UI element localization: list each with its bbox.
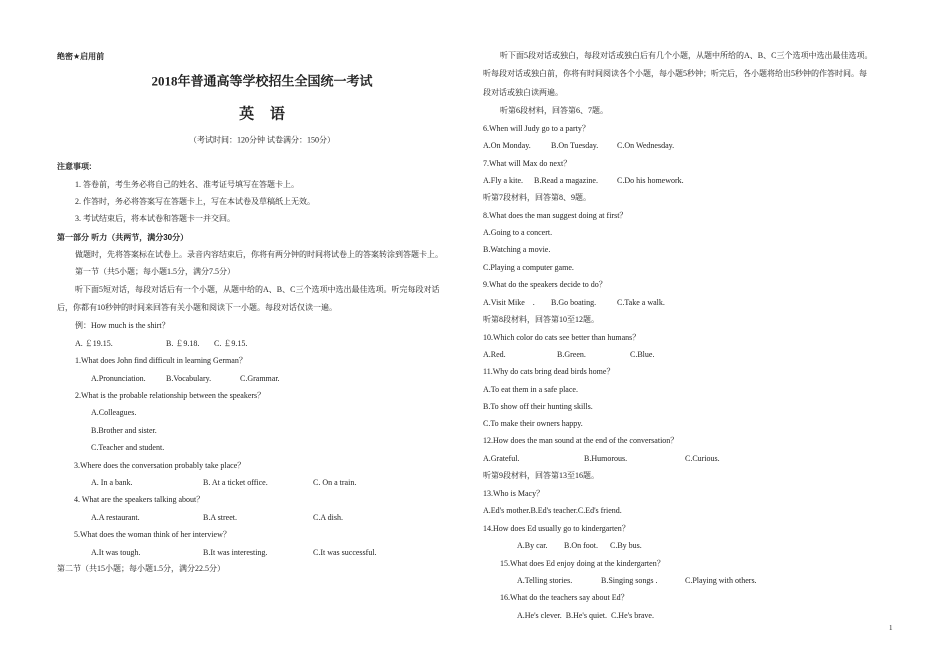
example-option: A. ￡19.15. bbox=[75, 339, 113, 348]
material-note: 听第6段材料，回答第6、7题。 bbox=[500, 106, 608, 115]
exam-info: （考试时间：120分钟 试卷满分：150分） bbox=[189, 135, 335, 145]
option: C.Playing with others. bbox=[685, 576, 757, 585]
part1-heading: 第一部分 听力（共两节，满分30分） bbox=[57, 233, 189, 242]
option: A.It was tough. bbox=[91, 548, 141, 557]
option: C.Playing a computer game. bbox=[483, 263, 574, 272]
example-question: 例：How much is the shirt？ bbox=[75, 321, 170, 330]
question: 11.Why do cats bring dead birds home？ bbox=[483, 367, 615, 376]
question: 9.What do the speakers decide to do？ bbox=[483, 280, 607, 289]
question: 13.Who is Macy？ bbox=[483, 489, 545, 498]
option: A.A restaurant. bbox=[91, 513, 140, 522]
option: B.Read a magazine. bbox=[534, 176, 598, 185]
question: 10.Which color do cats see better than humans？ bbox=[483, 333, 641, 342]
option: B.Humorous. bbox=[584, 454, 628, 463]
material-note: 听第7段材料，回答第8、9题。 bbox=[483, 193, 591, 202]
option: A.Red. bbox=[483, 350, 506, 359]
option: C.Take a walk. bbox=[617, 298, 665, 307]
option: C.It was successful. bbox=[313, 548, 377, 557]
question: 3.Where does the conversation probably take place？ bbox=[74, 461, 246, 470]
option: B. At a ticket office. bbox=[203, 478, 268, 487]
material-note: 听第8段材料，回答第10至12题。 bbox=[483, 315, 599, 324]
question: 15.What does Ed enjoy doing at the kindergarten？ bbox=[500, 559, 665, 568]
option: A.Fly a kite. bbox=[483, 176, 523, 185]
exam-title: 2018年普通高等学校招生全国统一考试 bbox=[151, 73, 373, 89]
option: A.Going to a concert. bbox=[483, 228, 553, 237]
part1-instruction: 做题时，先将答案标在试卷上。录音内容结束后，你将有两分钟的时间将试卷上的答案转涂到答题卡上。 bbox=[75, 250, 443, 259]
option: A.On Monday. bbox=[483, 141, 531, 150]
note-item: 1. 答卷前，考生务必将自己的姓名、准考证号填写在答题卡上。 bbox=[75, 180, 299, 189]
option: A.Pronunciation. bbox=[91, 374, 146, 383]
section2-instruction: 听下面5段对话或独白，每段对话或独白后有几个小题，从题中所给的A、B、C三个选项中选出最佳选项。 bbox=[500, 51, 873, 60]
option: A.By car. bbox=[517, 541, 548, 550]
option: A.Grateful. bbox=[483, 454, 520, 463]
section2-instruction: 听每段对话或独白前，你将有时间阅读各个小题，每小题5秒钟；听完后，各小题将给出5秒钟的作答时间。每 bbox=[483, 69, 867, 78]
notes-heading: 注意事项: bbox=[57, 162, 92, 171]
option: B.It was interesting. bbox=[203, 548, 268, 557]
question: 16.What do the teachers say about Ed？ bbox=[500, 593, 629, 602]
option: A.Colleagues. bbox=[91, 408, 137, 417]
example-option: C. ￡9.15. bbox=[214, 339, 248, 348]
option: A.To eat them in a safe place. bbox=[483, 385, 578, 394]
option: B.Watching a movie. bbox=[483, 245, 551, 254]
question: 5.What does the woman think of her interview？ bbox=[74, 530, 231, 539]
option: A.Ed's mother.B.Ed's teacher.C.Ed's friend. bbox=[483, 506, 622, 515]
option: C.Teacher and student. bbox=[91, 443, 165, 452]
option: A.Telling stories. bbox=[517, 576, 573, 585]
option: B.Brother and sister. bbox=[91, 426, 157, 435]
option: C.By bus. bbox=[610, 541, 642, 550]
option: C.A dish. bbox=[313, 513, 344, 522]
option: B.To show off their hunting skills. bbox=[483, 402, 593, 411]
option: C.Grammar. bbox=[240, 374, 280, 383]
option: B.On Tuesday. bbox=[551, 141, 599, 150]
subject-title: 英 语 bbox=[239, 106, 291, 123]
option: B.A street. bbox=[203, 513, 237, 522]
option: C.To make their owners happy. bbox=[483, 419, 583, 428]
option: B.Vocabulary. bbox=[166, 374, 212, 383]
option: C. On a train. bbox=[313, 478, 357, 487]
note-item: 2. 作答时，务必将答案写在答题卡上，写在本试卷及草稿纸上无效。 bbox=[75, 197, 315, 206]
question: 2.What is the probable relationship between the speakers？ bbox=[75, 391, 266, 400]
option: B.Green. bbox=[557, 350, 586, 359]
option: C.Do his homework. bbox=[617, 176, 684, 185]
option: C.Blue. bbox=[630, 350, 655, 359]
option: B.On foot. bbox=[564, 541, 598, 550]
question: 14.How does Ed usually go to kindergarten？ bbox=[483, 524, 630, 533]
question: 4. What are the speakers talking about？ bbox=[74, 495, 205, 504]
question: 12.How does the man sound at the end of the conversation？ bbox=[483, 436, 679, 445]
option: A. In a bank. bbox=[91, 478, 133, 487]
question: 1.What does John find difficult in learning German？ bbox=[75, 356, 247, 365]
section1-instruction: 听下面5短对话，每段对话后有一个小题，从题中给的A、B、C三个选项中选出最佳选项。听完每段对话 bbox=[75, 285, 440, 294]
option: A.Visit Mike . bbox=[483, 298, 535, 307]
option: B.Singing songs . bbox=[601, 576, 658, 585]
question: 8.What does the man suggest doing at first？ bbox=[483, 211, 628, 220]
material-note: 听第9段材料，回答第13至16题。 bbox=[483, 471, 599, 480]
question: 7.What will Max do next？ bbox=[483, 159, 572, 168]
note-item: 3. 考试结束后，将本试卷和答题卡一并交回。 bbox=[75, 214, 235, 223]
confidential-label: 绝密★启用前 bbox=[57, 52, 105, 61]
question: 6.When will Judy go to a party？ bbox=[483, 124, 590, 133]
section1-instruction: 后，你都有10秒钟的时间来回答有关小题和阅读下一小题。每段对话仅读一遍。 bbox=[57, 303, 337, 312]
section2-heading: 第二节（共15小题；每小题1.5分，满分22.5分） bbox=[57, 564, 225, 573]
option: B.Go boating. bbox=[551, 298, 597, 307]
option: A.He's clever. B.He's quiet. C.He's brave. bbox=[517, 611, 654, 620]
option: C.Curious. bbox=[685, 454, 720, 463]
option: C.On Wednesday. bbox=[617, 141, 675, 150]
page-number: 1 bbox=[889, 624, 893, 632]
section2-instruction: 段对话或独白读两遍。 bbox=[483, 88, 563, 97]
section1-heading: 第一节（共5小题；每小题1.5分，满分7.5分） bbox=[75, 267, 235, 276]
example-option: B. ￡9.18. bbox=[166, 339, 200, 348]
